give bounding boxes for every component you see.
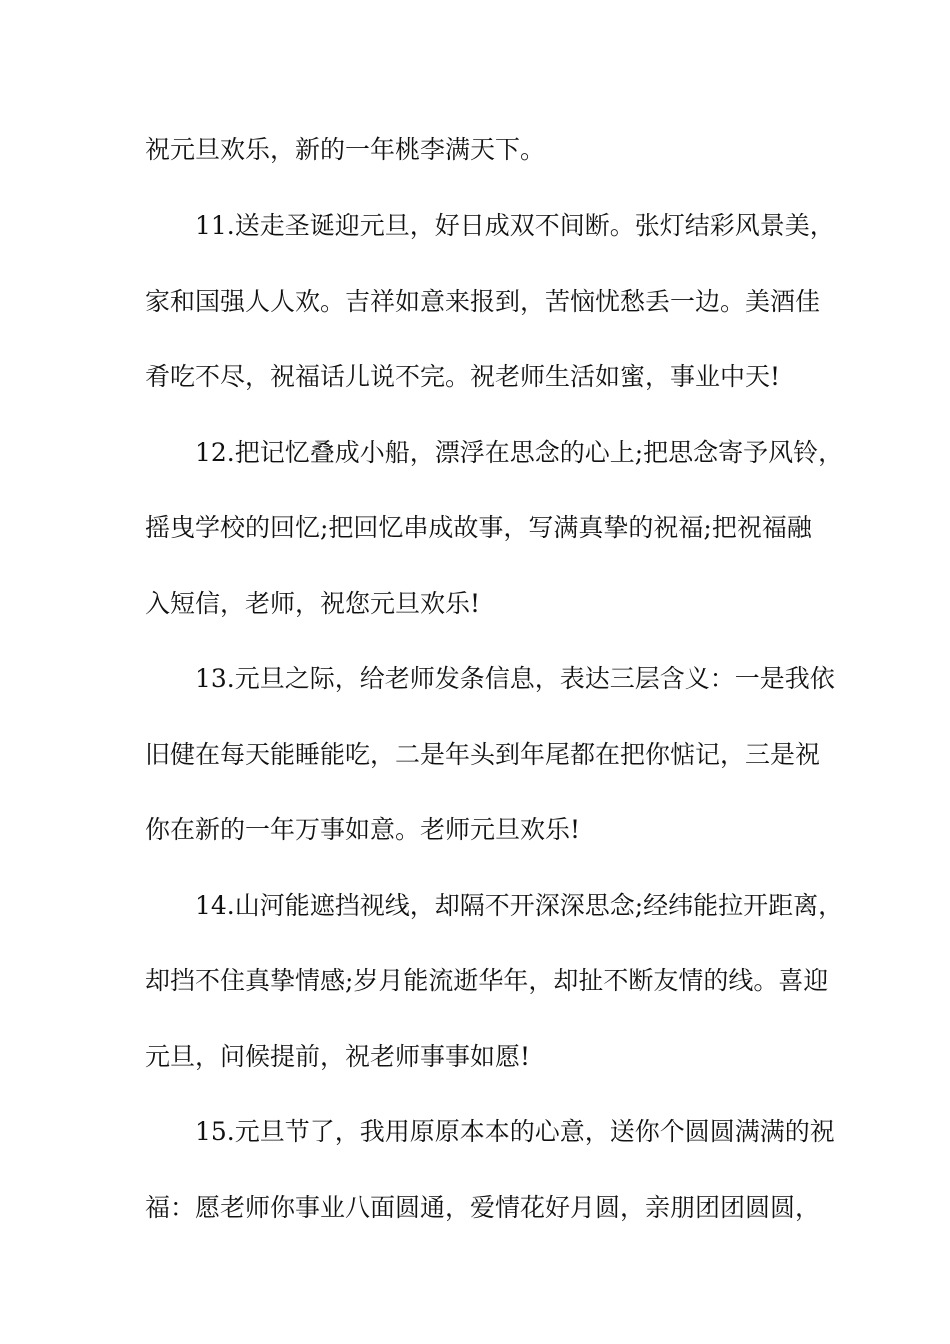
text-line: 却挡不住真挚情感;岁月能流逝华年，却扯不断友情的线。喜迎 xyxy=(145,966,829,995)
text-line: 肴吃不尽，祝福话儿说不完。祝老师生活如蜜，事业中天! xyxy=(145,362,781,391)
text-line: 祝元旦欢乐，新的一年桃李满天下。 xyxy=(145,135,546,164)
text-line: 旧健在每天能睡能吃，二是年头到年尾都在把你惦记，三是祝 xyxy=(145,740,821,769)
item-11-line: 11.送走圣诞迎元旦，好日成双不间断。张灯结彩风景美， xyxy=(195,211,835,240)
text-line: 福：愿老师你事业八面圆通，爱情花好月圆，亲朋团团圆圆， xyxy=(145,1193,821,1222)
text-line: 摇曳学校的回忆;把回忆串成故事，写满真挚的祝福;把祝福融 xyxy=(145,513,812,542)
text-line: 家和国强人人欢。吉祥如意来报到，苦恼忧愁丢一边。美酒佳 xyxy=(145,287,821,316)
text-line: 元旦，问候提前，祝老师事事如愿! xyxy=(145,1042,531,1071)
item-13-line: 13.元旦之际，给老师发条信息，表达三层含义：一是我依 xyxy=(195,664,835,693)
item-12-line: 12.把记忆叠成小船，漂浮在思念的心上;把思念寄予风铃， xyxy=(195,438,844,467)
item-15-line: 15.元旦节了，我用原原本本的心意，送你个圆圆满满的祝 xyxy=(195,1117,835,1146)
text-line: 你在新的一年万事如意。老师元旦欢乐! xyxy=(145,815,581,844)
text-line: 入短信，老师，祝您元旦欢乐! xyxy=(145,589,481,618)
item-14-line: 14.山河能遮挡视线，却隔不开深深思念;经纬能拉开距离， xyxy=(195,891,844,920)
